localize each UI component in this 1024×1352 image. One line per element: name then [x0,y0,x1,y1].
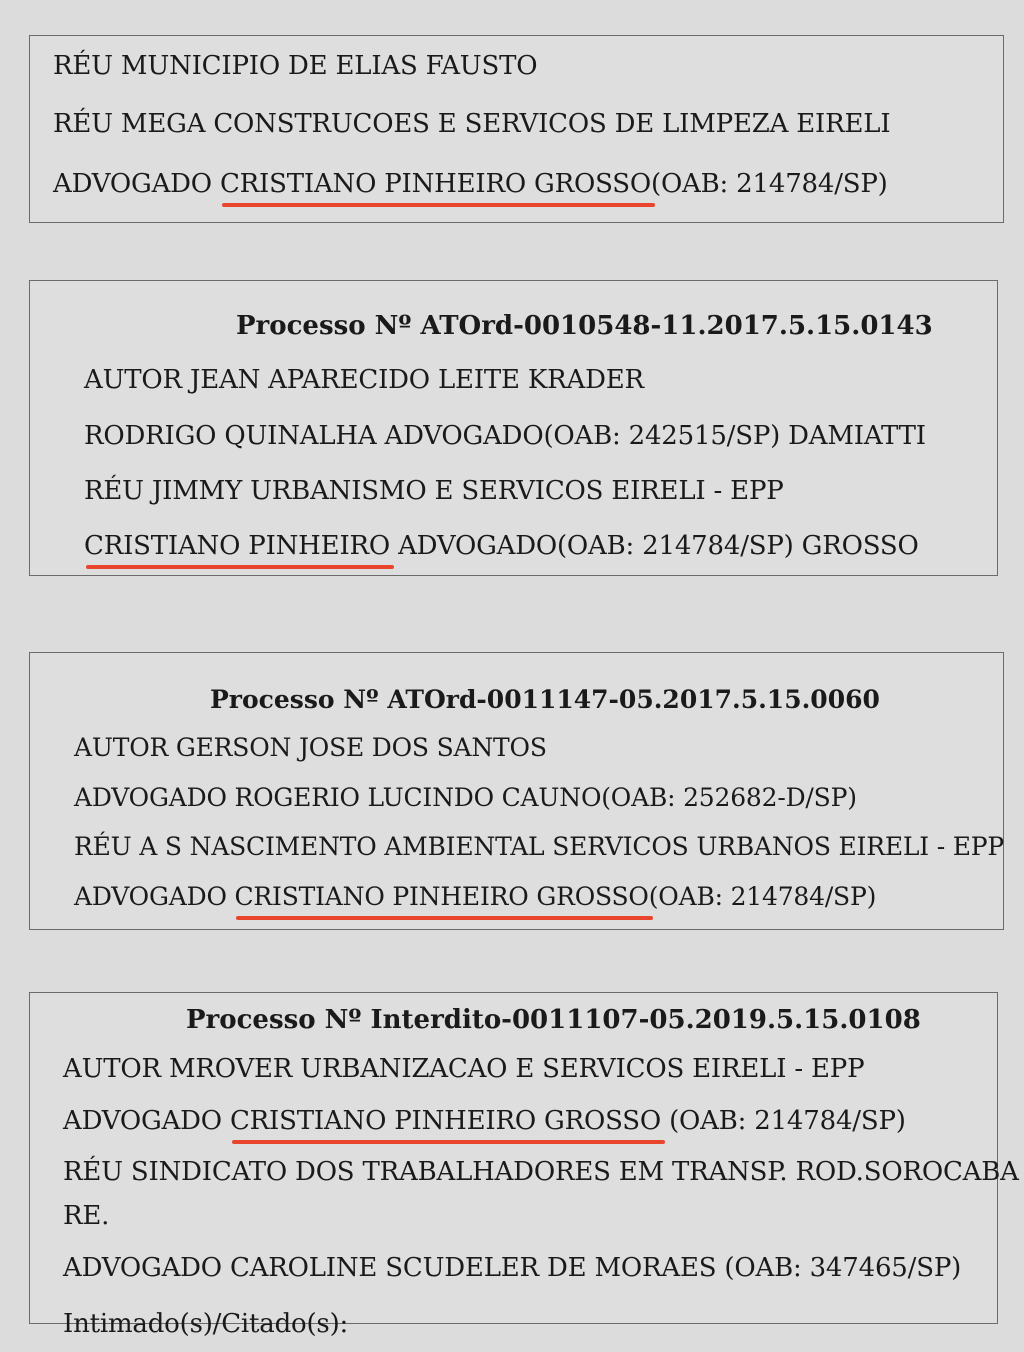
highlighted-lawyer-name: CRISTIANO PINHEIRO GROSSO [229,1106,661,1136]
highlighted-lawyer-name: CRISTIANO PINHEIRO GROSSO [234,882,649,911]
lawyer-oab: (OAB: 214784/SP) [648,882,877,911]
party-line-autor: AUTOR JEAN APARECIDO LEITE KRADER [84,365,644,395]
party-line-autor: AUTOR GERSON JOSE DOS SANTOS [74,733,547,762]
process-number-heading: Processo Nº ATOrd-0010548-11.2017.5.15.0143 [236,311,933,341]
lawyer-oab: ADVOGADO(OAB: 214784/SP) GROSSO [390,531,919,561]
party-line-reu-1: RÉU MUNICIPIO DE ELIAS FAUSTO [53,51,538,81]
process-number-heading: Processo Nº ATOrd-0011147-05.2017.5.15.0060 [210,685,880,714]
lawyer-line [53,169,888,199]
lawyer-prefix: ADVOGADO [74,882,235,911]
lawyer-oab: (OAB: 214784/SP) [661,1106,906,1136]
lawyer-oab: (OAB: 214784/SP) [651,169,888,199]
lawyer-line [63,1106,906,1136]
party-line-advogado: RODRIGO QUINALHA ADVOGADO(OAB: 242515/SP) DAMIATTI [84,421,926,451]
lawyer-prefix: ADVOGADO [63,1106,230,1136]
record-block-4 [29,992,1019,1339]
highlighted-lawyer-name: CRISTIANO PINHEIRO [84,531,391,561]
party-line-advogado: ADVOGADO ROGERIO LUCINDO CAUNO(OAB: 252682-D/SP) [74,783,857,812]
process-number-heading: Processo Nº Interdito-0011107-05.2019.5.15.0108 [186,1005,921,1035]
record-block-3 [29,652,1004,930]
party-line-reu: RÉU JIMMY URBANISMO E SERVICOS EIRELI - EPP [84,476,784,506]
record-block-2 [29,280,998,576]
highlighted-lawyer-name: CRISTIANO PINHEIRO GROSSO [219,169,651,199]
party-line-reu-continued: RE. [63,1201,110,1231]
party-line-autor: AUTOR MROVER URBANIZACAO E SERVICOS EIRELI - EPP [63,1054,865,1084]
lawyer-line [84,531,919,561]
party-line-reu: RÉU A S NASCIMENTO AMBIENTAL SERVICOS URBANOS EIRELI - EPP [74,832,1005,861]
lawyer-prefix: ADVOGADO [53,169,220,199]
record-block-1 [29,35,1004,223]
party-line-advogado: ADVOGADO CAROLINE SCUDELER DE MORAES (OAB: 347465/SP) [63,1253,962,1283]
party-line-reu-2: RÉU MEGA CONSTRUCOES E SERVICOS DE LIMPEZA EIRELI [53,109,891,139]
cut-off-line: Intimado(s)/Citado(s): [63,1309,349,1339]
lawyer-line [74,882,876,912]
party-line-reu: RÉU SINDICATO DOS TRABALHADORES EM TRANSP. ROD.SOROCABA [63,1157,1019,1187]
